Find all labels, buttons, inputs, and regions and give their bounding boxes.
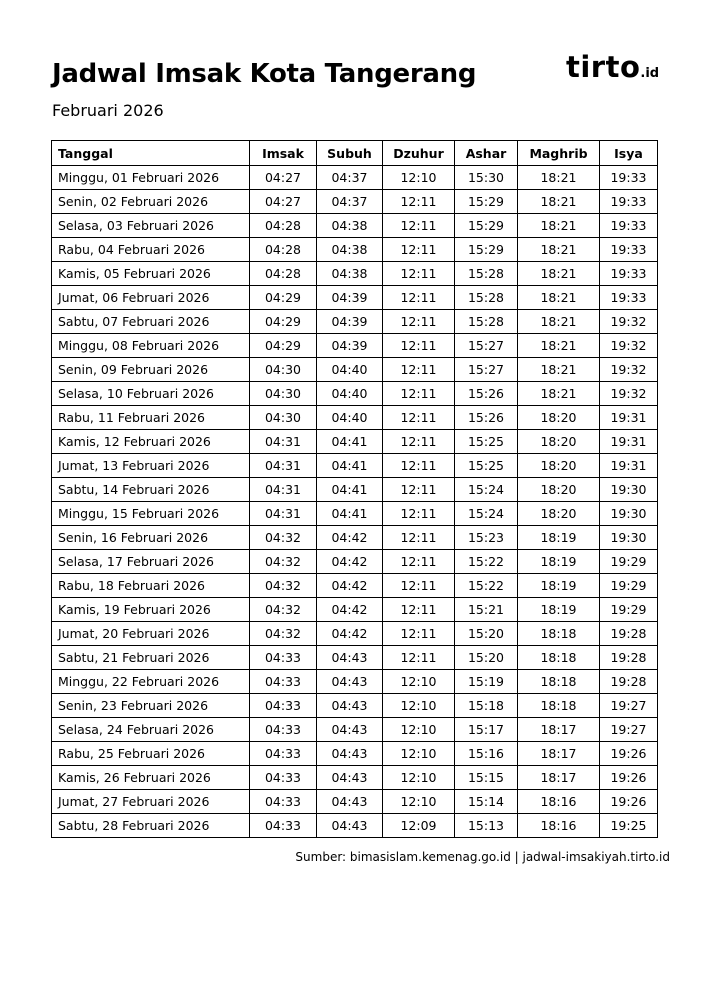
cell-dzuhur: 12:11 — [383, 646, 455, 670]
cell-dzuhur: 12:11 — [383, 382, 455, 406]
table-row — [52, 358, 658, 382]
cell-imsak: 04:31 — [250, 478, 317, 502]
cell-isya: 19:29 — [600, 598, 658, 622]
cell-ashar: 15:29 — [455, 238, 518, 262]
cell-date: Kamis, 19 Februari 2026 — [52, 598, 250, 622]
table-row — [52, 550, 658, 574]
cell-imsak: 04:29 — [250, 334, 317, 358]
cell-date: Jumat, 06 Februari 2026 — [52, 286, 250, 310]
cell-isya: 19:25 — [600, 814, 658, 838]
tirto-logo — [566, 50, 659, 91]
cell-subuh: 04:43 — [317, 646, 383, 670]
cell-isya: 19:30 — [600, 502, 658, 526]
cell-dzuhur: 12:11 — [383, 478, 455, 502]
cell-dzuhur: 12:11 — [383, 550, 455, 574]
cell-imsak: 04:32 — [250, 598, 317, 622]
logo-wordmark: tirto — [566, 50, 641, 84]
cell-date: Sabtu, 21 Februari 2026 — [52, 646, 250, 670]
table-row — [52, 670, 658, 694]
table-row — [52, 478, 658, 502]
cell-ashar: 15:26 — [455, 382, 518, 406]
cell-subuh: 04:37 — [317, 190, 383, 214]
cell-date: Rabu, 04 Februari 2026 — [52, 238, 250, 262]
column-header-subuh: Subuh — [317, 141, 383, 166]
cell-subuh: 04:39 — [317, 310, 383, 334]
cell-ashar: 15:30 — [455, 166, 518, 190]
cell-imsak: 04:32 — [250, 622, 317, 646]
cell-dzuhur: 12:11 — [383, 334, 455, 358]
cell-isya: 19:33 — [600, 190, 658, 214]
cell-isya: 19:28 — [600, 670, 658, 694]
cell-dzuhur: 12:11 — [383, 454, 455, 478]
cell-maghrib: 18:18 — [518, 670, 600, 694]
cell-ashar: 15:28 — [455, 310, 518, 334]
table-row — [52, 574, 658, 598]
cell-isya: 19:31 — [600, 454, 658, 478]
cell-imsak: 04:33 — [250, 670, 317, 694]
cell-imsak: 04:33 — [250, 742, 317, 766]
cell-date: Senin, 09 Februari 2026 — [52, 358, 250, 382]
cell-ashar: 15:25 — [455, 430, 518, 454]
cell-ashar: 15:23 — [455, 526, 518, 550]
cell-isya: 19:30 — [600, 478, 658, 502]
cell-subuh: 04:43 — [317, 694, 383, 718]
cell-isya: 19:27 — [600, 694, 658, 718]
cell-maghrib: 18:16 — [518, 814, 600, 838]
cell-imsak: 04:32 — [250, 574, 317, 598]
table-row — [52, 766, 658, 790]
cell-dzuhur: 12:10 — [383, 670, 455, 694]
cell-maghrib: 18:21 — [518, 382, 600, 406]
cell-date: Kamis, 12 Februari 2026 — [52, 430, 250, 454]
cell-isya: 19:32 — [600, 334, 658, 358]
cell-dzuhur: 12:11 — [383, 286, 455, 310]
cell-ashar: 15:29 — [455, 190, 518, 214]
table-row — [52, 718, 658, 742]
cell-maghrib: 18:21 — [518, 238, 600, 262]
cell-maghrib: 18:20 — [518, 502, 600, 526]
table-row — [52, 262, 658, 286]
cell-isya: 19:32 — [600, 382, 658, 406]
cell-subuh: 04:43 — [317, 766, 383, 790]
cell-ashar: 15:15 — [455, 766, 518, 790]
cell-imsak: 04:33 — [250, 646, 317, 670]
cell-isya: 19:28 — [600, 622, 658, 646]
cell-maghrib: 18:21 — [518, 310, 600, 334]
cell-subuh: 04:38 — [317, 262, 383, 286]
cell-date: Sabtu, 14 Februari 2026 — [52, 478, 250, 502]
table-row — [52, 790, 658, 814]
cell-isya: 19:26 — [600, 742, 658, 766]
cell-isya: 19:28 — [600, 646, 658, 670]
cell-imsak: 04:33 — [250, 694, 317, 718]
cell-dzuhur: 12:11 — [383, 238, 455, 262]
cell-subuh: 04:43 — [317, 718, 383, 742]
cell-imsak: 04:27 — [250, 166, 317, 190]
cell-dzuhur: 12:11 — [383, 502, 455, 526]
table-row — [52, 406, 658, 430]
table-row — [52, 742, 658, 766]
cell-dzuhur: 12:11 — [383, 430, 455, 454]
cell-dzuhur: 12:10 — [383, 166, 455, 190]
cell-dzuhur: 12:10 — [383, 742, 455, 766]
page-title: Jadwal Imsak Kota Tangerang — [52, 59, 477, 89]
cell-dzuhur: 12:11 — [383, 598, 455, 622]
cell-maghrib: 18:19 — [518, 550, 600, 574]
cell-dzuhur: 12:10 — [383, 766, 455, 790]
cell-isya: 19:33 — [600, 166, 658, 190]
cell-ashar: 15:22 — [455, 550, 518, 574]
table-row — [52, 190, 658, 214]
cell-ashar: 15:14 — [455, 790, 518, 814]
cell-date: Jumat, 20 Februari 2026 — [52, 622, 250, 646]
cell-imsak: 04:30 — [250, 406, 317, 430]
cell-dzuhur: 12:11 — [383, 190, 455, 214]
cell-dzuhur: 12:11 — [383, 310, 455, 334]
table-row — [52, 430, 658, 454]
cell-ashar: 15:26 — [455, 406, 518, 430]
cell-ashar: 15:24 — [455, 502, 518, 526]
cell-ashar: 15:20 — [455, 622, 518, 646]
cell-dzuhur: 12:11 — [383, 526, 455, 550]
cell-imsak: 04:27 — [250, 190, 317, 214]
cell-ashar: 15:13 — [455, 814, 518, 838]
cell-isya: 19:33 — [600, 262, 658, 286]
cell-dzuhur: 12:11 — [383, 406, 455, 430]
cell-ashar: 15:19 — [455, 670, 518, 694]
table-row — [52, 166, 658, 190]
cell-isya: 19:29 — [600, 574, 658, 598]
cell-isya: 19:33 — [600, 286, 658, 310]
cell-subuh: 04:41 — [317, 454, 383, 478]
cell-imsak: 04:31 — [250, 502, 317, 526]
cell-date: Rabu, 11 Februari 2026 — [52, 406, 250, 430]
column-header-date: Tanggal — [52, 141, 250, 166]
cell-date: Selasa, 03 Februari 2026 — [52, 214, 250, 238]
cell-imsak: 04:33 — [250, 718, 317, 742]
cell-dzuhur: 12:11 — [383, 262, 455, 286]
cell-ashar: 15:17 — [455, 718, 518, 742]
cell-ashar: 15:28 — [455, 262, 518, 286]
table-row — [52, 238, 658, 262]
table-row — [52, 454, 658, 478]
cell-date: Senin, 16 Februari 2026 — [52, 526, 250, 550]
cell-subuh: 04:43 — [317, 790, 383, 814]
cell-subuh: 04:40 — [317, 382, 383, 406]
cell-subuh: 04:40 — [317, 406, 383, 430]
cell-subuh: 04:43 — [317, 670, 383, 694]
cell-dzuhur: 12:11 — [383, 622, 455, 646]
cell-imsak: 04:33 — [250, 766, 317, 790]
cell-maghrib: 18:19 — [518, 574, 600, 598]
cell-subuh: 04:38 — [317, 214, 383, 238]
cell-ashar: 15:28 — [455, 286, 518, 310]
cell-isya: 19:33 — [600, 238, 658, 262]
cell-maghrib: 18:20 — [518, 478, 600, 502]
table-row — [52, 214, 658, 238]
cell-subuh: 04:41 — [317, 502, 383, 526]
table-row — [52, 310, 658, 334]
table-row — [52, 526, 658, 550]
cell-date: Senin, 02 Februari 2026 — [52, 190, 250, 214]
cell-subuh: 04:38 — [317, 238, 383, 262]
cell-subuh: 04:40 — [317, 358, 383, 382]
table-row — [52, 502, 658, 526]
cell-maghrib: 18:20 — [518, 454, 600, 478]
cell-maghrib: 18:17 — [518, 742, 600, 766]
cell-dzuhur: 12:11 — [383, 214, 455, 238]
cell-maghrib: 18:17 — [518, 766, 600, 790]
cell-subuh: 04:42 — [317, 526, 383, 550]
cell-dzuhur: 12:11 — [383, 574, 455, 598]
cell-date: Minggu, 01 Februari 2026 — [52, 166, 250, 190]
cell-date: Rabu, 18 Februari 2026 — [52, 574, 250, 598]
cell-imsak: 04:28 — [250, 238, 317, 262]
cell-maghrib: 18:21 — [518, 334, 600, 358]
table-row — [52, 598, 658, 622]
cell-isya: 19:31 — [600, 430, 658, 454]
cell-imsak: 04:30 — [250, 382, 317, 406]
cell-imsak: 04:29 — [250, 286, 317, 310]
cell-date: Kamis, 26 Februari 2026 — [52, 766, 250, 790]
cell-subuh: 04:43 — [317, 814, 383, 838]
cell-date: Jumat, 13 Februari 2026 — [52, 454, 250, 478]
cell-imsak: 04:33 — [250, 814, 317, 838]
cell-date: Kamis, 05 Februari 2026 — [52, 262, 250, 286]
cell-subuh: 04:39 — [317, 334, 383, 358]
cell-isya: 19:32 — [600, 358, 658, 382]
cell-imsak: 04:28 — [250, 214, 317, 238]
cell-maghrib: 18:19 — [518, 598, 600, 622]
cell-imsak: 04:28 — [250, 262, 317, 286]
cell-date: Sabtu, 28 Februari 2026 — [52, 814, 250, 838]
cell-ashar: 15:18 — [455, 694, 518, 718]
cell-imsak: 04:32 — [250, 526, 317, 550]
logo-domain-suffix: .id — [640, 66, 660, 81]
cell-isya: 19:32 — [600, 310, 658, 334]
column-header-imsak: Imsak — [250, 141, 317, 166]
cell-maghrib: 18:20 — [518, 430, 600, 454]
table-row — [52, 814, 658, 838]
table-row — [52, 694, 658, 718]
source-note: Sumber: bimasislam.kemenag.go.id | jadwal-imsakiyah.tirto.id — [295, 850, 670, 864]
cell-subuh: 04:41 — [317, 478, 383, 502]
cell-ashar: 15:27 — [455, 334, 518, 358]
cell-dzuhur: 12:10 — [383, 718, 455, 742]
page-subtitle: Februari 2026 — [52, 101, 164, 120]
cell-isya: 19:30 — [600, 526, 658, 550]
cell-imsak: 04:31 — [250, 430, 317, 454]
cell-maghrib: 18:19 — [518, 526, 600, 550]
cell-subuh: 04:42 — [317, 622, 383, 646]
cell-subuh: 04:39 — [317, 286, 383, 310]
cell-date: Selasa, 24 Februari 2026 — [52, 718, 250, 742]
cell-date: Minggu, 22 Februari 2026 — [52, 670, 250, 694]
cell-maghrib: 18:17 — [518, 718, 600, 742]
cell-isya: 19:33 — [600, 214, 658, 238]
cell-maghrib: 18:18 — [518, 646, 600, 670]
cell-subuh: 04:43 — [317, 742, 383, 766]
cell-isya: 19:27 — [600, 718, 658, 742]
cell-imsak: 04:29 — [250, 310, 317, 334]
cell-date: Minggu, 15 Februari 2026 — [52, 502, 250, 526]
cell-date: Sabtu, 07 Februari 2026 — [52, 310, 250, 334]
cell-maghrib: 18:21 — [518, 286, 600, 310]
cell-subuh: 04:42 — [317, 598, 383, 622]
cell-ashar: 15:29 — [455, 214, 518, 238]
cell-maghrib: 18:16 — [518, 790, 600, 814]
cell-ashar: 15:20 — [455, 646, 518, 670]
cell-date: Rabu, 25 Februari 2026 — [52, 742, 250, 766]
cell-maghrib: 18:20 — [518, 406, 600, 430]
table-row — [52, 286, 658, 310]
table-row — [52, 622, 658, 646]
cell-isya: 19:26 — [600, 790, 658, 814]
cell-maghrib: 18:18 — [518, 622, 600, 646]
cell-ashar: 15:25 — [455, 454, 518, 478]
table-row — [52, 382, 658, 406]
cell-subuh: 04:42 — [317, 574, 383, 598]
table-row — [52, 646, 658, 670]
cell-subuh: 04:42 — [317, 550, 383, 574]
cell-imsak: 04:33 — [250, 790, 317, 814]
cell-ashar: 15:24 — [455, 478, 518, 502]
cell-ashar: 15:22 — [455, 574, 518, 598]
cell-maghrib: 18:21 — [518, 358, 600, 382]
table-header-row — [52, 141, 658, 166]
table-body — [52, 166, 658, 838]
cell-ashar: 15:21 — [455, 598, 518, 622]
cell-imsak: 04:31 — [250, 454, 317, 478]
column-header-maghrib: Maghrib — [518, 141, 600, 166]
cell-date: Selasa, 17 Februari 2026 — [52, 550, 250, 574]
cell-maghrib: 18:21 — [518, 166, 600, 190]
column-header-dzuhur: Dzuhur — [383, 141, 455, 166]
cell-dzuhur: 12:10 — [383, 694, 455, 718]
cell-dzuhur: 12:10 — [383, 790, 455, 814]
cell-dzuhur: 12:11 — [383, 358, 455, 382]
cell-date: Minggu, 08 Februari 2026 — [52, 334, 250, 358]
cell-isya: 19:26 — [600, 766, 658, 790]
cell-ashar: 15:16 — [455, 742, 518, 766]
column-header-isya: Isya — [600, 141, 658, 166]
cell-maghrib: 18:21 — [518, 262, 600, 286]
cell-imsak: 04:32 — [250, 550, 317, 574]
table-row — [52, 334, 658, 358]
cell-isya: 19:29 — [600, 550, 658, 574]
cell-date: Selasa, 10 Februari 2026 — [52, 382, 250, 406]
cell-subuh: 04:37 — [317, 166, 383, 190]
column-header-ashar: Ashar — [455, 141, 518, 166]
cell-maghrib: 18:18 — [518, 694, 600, 718]
cell-subuh: 04:41 — [317, 430, 383, 454]
cell-date: Jumat, 27 Februari 2026 — [52, 790, 250, 814]
schedule-table — [51, 140, 658, 838]
cell-date: Senin, 23 Februari 2026 — [52, 694, 250, 718]
cell-imsak: 04:30 — [250, 358, 317, 382]
cell-ashar: 15:27 — [455, 358, 518, 382]
cell-maghrib: 18:21 — [518, 214, 600, 238]
cell-isya: 19:31 — [600, 406, 658, 430]
cell-maghrib: 18:21 — [518, 190, 600, 214]
cell-dzuhur: 12:09 — [383, 814, 455, 838]
